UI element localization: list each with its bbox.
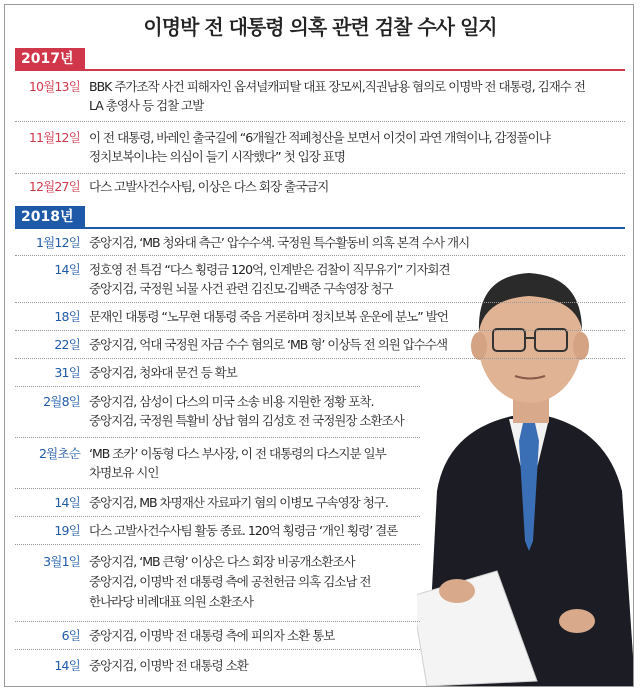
timeline-entry <box>15 331 625 359</box>
entry-text: 중앙지검, 국정원 특활비 상납 혐의 김성호 전 국정원장 소환조사 <box>89 413 404 428</box>
year-label-2018: 2018년 <box>15 206 85 228</box>
entry-text: ‘MB 조카’ 이동형 다스 부사장, 이 전 대통령의 다스지분 일부 <box>89 446 386 461</box>
entry-date: 14일 <box>54 495 80 510</box>
timeline-entry <box>15 622 420 650</box>
entry-text: 중앙지검, 이명박 전 대통령 소환 <box>89 658 248 673</box>
entry-text: 다스 고발사건수사팀 활동 종료. 120억 횡령금 ‘개인 횡령’ 결론 <box>89 523 398 538</box>
entry-date: 6일 <box>61 628 80 643</box>
entry-text: 한나라당 비례대표 의원 소환조사 <box>89 594 253 609</box>
entry-date: 14일 <box>54 262 80 277</box>
entry-date: 10월13일 <box>28 79 80 94</box>
timeline-entry <box>15 545 420 622</box>
timeline-entry <box>15 256 625 303</box>
entry-date: 14일 <box>54 658 80 673</box>
timeline-entry <box>15 174 625 200</box>
entry-text: LA 총영사 등 검찰 고발 <box>89 98 204 113</box>
timeline-entry <box>15 517 420 545</box>
entry-date: 3월1일 <box>43 554 80 569</box>
entry-text: 중앙지검, 이명박 전 대통령 측에 공천헌금 의혹 김소남 전 <box>89 574 371 589</box>
entry-date: 22일 <box>54 337 80 352</box>
timeline-entry <box>15 650 420 680</box>
entry-text: 정치보복이냐는 의심이 들기 시작했다” 첫 입장 표명 <box>89 149 345 164</box>
entry-text: 이 전 대통령, 바레인 출국길에 “6개월간 적폐청산을 보면서 이것이 과연 개혁이냐, 감정풀이냐 <box>89 130 550 145</box>
timeline-card <box>4 4 634 687</box>
entry-text: 중앙지검, 삼성이 다스의 미국 소송 비용 지원한 정황 포착. <box>89 394 374 409</box>
entry-text: 정호영 전 특검 “다스 횡령금 120억, 인계받은 검찰이 직무유기” 기자회견 <box>89 262 450 277</box>
timeline-entry <box>15 359 420 387</box>
timeline-entry <box>15 230 625 256</box>
year-divider-2017 <box>15 69 625 71</box>
entry-text: 중앙지검, ‘MB 큰형’ 이상은 다스 회장 비공개소환조사 <box>89 554 355 569</box>
entry-text: 중앙지검, MB 차명재산 자료파기 혐의 이병모 구속영장 청구. <box>89 495 388 510</box>
entry-date: 11월12일 <box>28 130 80 145</box>
entry-text: 문재인 대통령 “노무현 대통령 죽음 거론하며 정치보복 운운에 분노” 발언 <box>89 309 448 324</box>
entry-text: 중앙지검, 억대 국정원 자금 수수 혐의로 ‘MB 형’ 이상득 전 의원 압수수색 <box>89 337 448 352</box>
entry-text: 중앙지검, 이명박 전 대통령 측에 피의자 소환 통보 <box>89 628 335 643</box>
entry-date: 2월8일 <box>43 394 80 409</box>
entry-date: 12월27일 <box>28 179 80 194</box>
page-title: 이명박 전 대통령 의혹 관련 검찰 수사 일지 <box>143 15 497 39</box>
timeline-entry <box>15 387 420 438</box>
year-label-2017: 2017년 <box>15 48 85 70</box>
timeline-entry <box>15 303 625 331</box>
timeline-entry <box>15 489 420 517</box>
entry-date: 1월12일 <box>35 235 80 250</box>
year-divider-2018 <box>15 227 625 229</box>
entry-text: 다스 고발사건수사팀, 이상은 다스 회장 출국금지 <box>89 179 329 194</box>
timeline-entry <box>15 438 420 489</box>
entry-text: 중앙지검, 국정원 뇌물 사건 관련 김진모·김백준 구속영장 청구 <box>89 281 393 296</box>
entry-date: 2월초순 <box>39 446 80 461</box>
entry-text: 중앙지검, ‘MB 청와대 측근’ 압수수색. 국정원 특수활동비 의혹 본격 수사 개시 <box>89 235 470 250</box>
entry-text: 중앙지검, 청와대 문건 등 확보 <box>89 365 237 380</box>
entry-text: BBK 주가조작 사건 피해자인 옵셔널캐피탈 대표 장모씨,직권남용 혐의로 이명박 전 대통령, 김재수 전 <box>89 79 585 94</box>
timeline-entry <box>15 72 625 122</box>
entry-date: 31일 <box>54 365 80 380</box>
timeline-entry <box>15 122 625 174</box>
entry-text: 차명보유 시인 <box>89 465 159 480</box>
entry-date: 19일 <box>54 523 80 538</box>
entry-date: 18일 <box>54 309 80 324</box>
